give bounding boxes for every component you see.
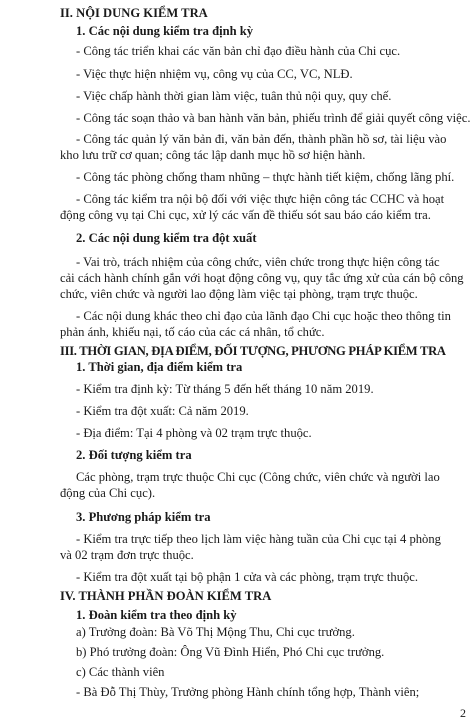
- paragraph-line: động của Chi cục).: [60, 486, 156, 500]
- paragraph-line: - Công tác triển khai các văn bản chỉ đạo điều hành của Chi cục.: [76, 44, 401, 58]
- paragraph-line: - Kiểm tra đột xuất: Cả năm 2019.: [76, 404, 249, 418]
- paragraph-line: a) Trưởng đoàn: Bà Võ Thị Mộng Thu, Chi cục trưởng.: [76, 625, 355, 639]
- paragraph-line: Các phòng, trạm trực thuộc Chi cục (Công chức, viên chức và người lao: [76, 470, 440, 484]
- paragraph-line: động công vụ tại Chi cục, xử lý các vấn đề thiếu sót sau báo cáo kiểm tra.: [60, 208, 431, 222]
- paragraph-line: b) Phó trưởng đoàn: Ông Vũ Đình Hiển, Phó Chi cục trưởng.: [76, 645, 385, 659]
- paragraph-line: - Kiểm tra đột xuất tại bộ phận 1 cửa và các phòng, trạm trực thuộc.: [76, 570, 419, 584]
- paragraph-line: - Địa điểm: Tại 4 phòng và 02 trạm trực thuộc.: [76, 426, 312, 440]
- subheading: 2. Đối tượng kiểm tra: [76, 448, 192, 462]
- subheading: 3. Phương pháp kiểm tra: [76, 510, 211, 524]
- subheading: 1. Đoàn kiểm tra theo định kỳ: [76, 608, 237, 622]
- paragraph-line: - Các nội dung khác theo chỉ đạo của lãnh đạo Chi cục hoặc theo thông tin: [76, 309, 451, 323]
- paragraph-line: - Công tác kiểm tra nội bộ đối với việc thực hiện công tác CCHC và hoạt: [76, 192, 445, 206]
- subheading: 1. Các nội dung kiểm tra định kỳ: [76, 24, 254, 38]
- paragraph-line: - Việc thực hiện nhiệm vụ, công vụ của CC, VC, NLĐ.: [76, 67, 353, 81]
- section-heading-iii: III. THỜI GIAN, ĐỊA ĐIỂM, ĐỐI TƯỢNG, PHƯƠNG PHÁP KIỂM TRA: [60, 344, 446, 358]
- page-number: 2: [460, 706, 466, 720]
- paragraph-line: - Công tác phòng chống tham nhũng – thực hành tiết kiệm, chống lãng phí.: [76, 170, 455, 184]
- subheading: 2. Các nội dung kiểm tra đột xuất: [76, 231, 257, 245]
- paragraph-line: - Kiểm tra định kỳ: Từ tháng 5 đến hết tháng 10 năm 2019.: [76, 382, 374, 396]
- section-heading-iv: IV. THÀNH PHẦN ĐOÀN KIỂM TRA: [60, 589, 272, 603]
- paragraph-line: - Công tác soạn thảo và ban hành văn bản, phiếu trình để giải quyết công việc.: [76, 111, 471, 125]
- paragraph-line: phản ánh, khiếu nại, tố cáo của các cá nhân, tổ chức.: [60, 325, 325, 339]
- paragraph-line: và 02 trạm đơn trực thuộc.: [60, 548, 194, 562]
- subheading: 1. Thời gian, địa điểm kiểm tra: [76, 360, 243, 374]
- paragraph-line: - Bà Đỗ Thị Thùy, Trưởng phòng Hành chính tổng hợp, Thành viên;: [76, 685, 420, 699]
- paragraph-line: - Việc chấp hành thời gian làm việc, tuân thủ nội quy, quy chế.: [76, 89, 392, 103]
- paragraph-line: cải cách hành chính gắn với hoạt động công vụ, quy tắc ứng xử của cán bộ công: [60, 271, 464, 285]
- paragraph-line: kho lưu trữ cơ quan; công tác lập danh mục hồ sơ hiện hành.: [60, 148, 366, 162]
- paragraph-line: - Công tác quản lý văn bản đi, văn bản đến, thành phần hồ sơ, tài liệu vào: [76, 132, 447, 146]
- paragraph-line: - Kiểm tra trực tiếp theo lịch làm việc hàng tuần của Chi cục tại 4 phòng: [76, 532, 441, 546]
- paragraph-line: chức, viên chức và người lao động làm việc tại phòng, trạm trực thuộc.: [60, 287, 418, 301]
- paragraph-line: c) Các thành viên: [76, 665, 165, 679]
- paragraph-line: - Vai trò, trách nhiệm của công chức, viên chức trong thực hiện công tác: [76, 255, 440, 269]
- section-heading-ii: II. NỘI DUNG KIỂM TRA: [60, 6, 208, 20]
